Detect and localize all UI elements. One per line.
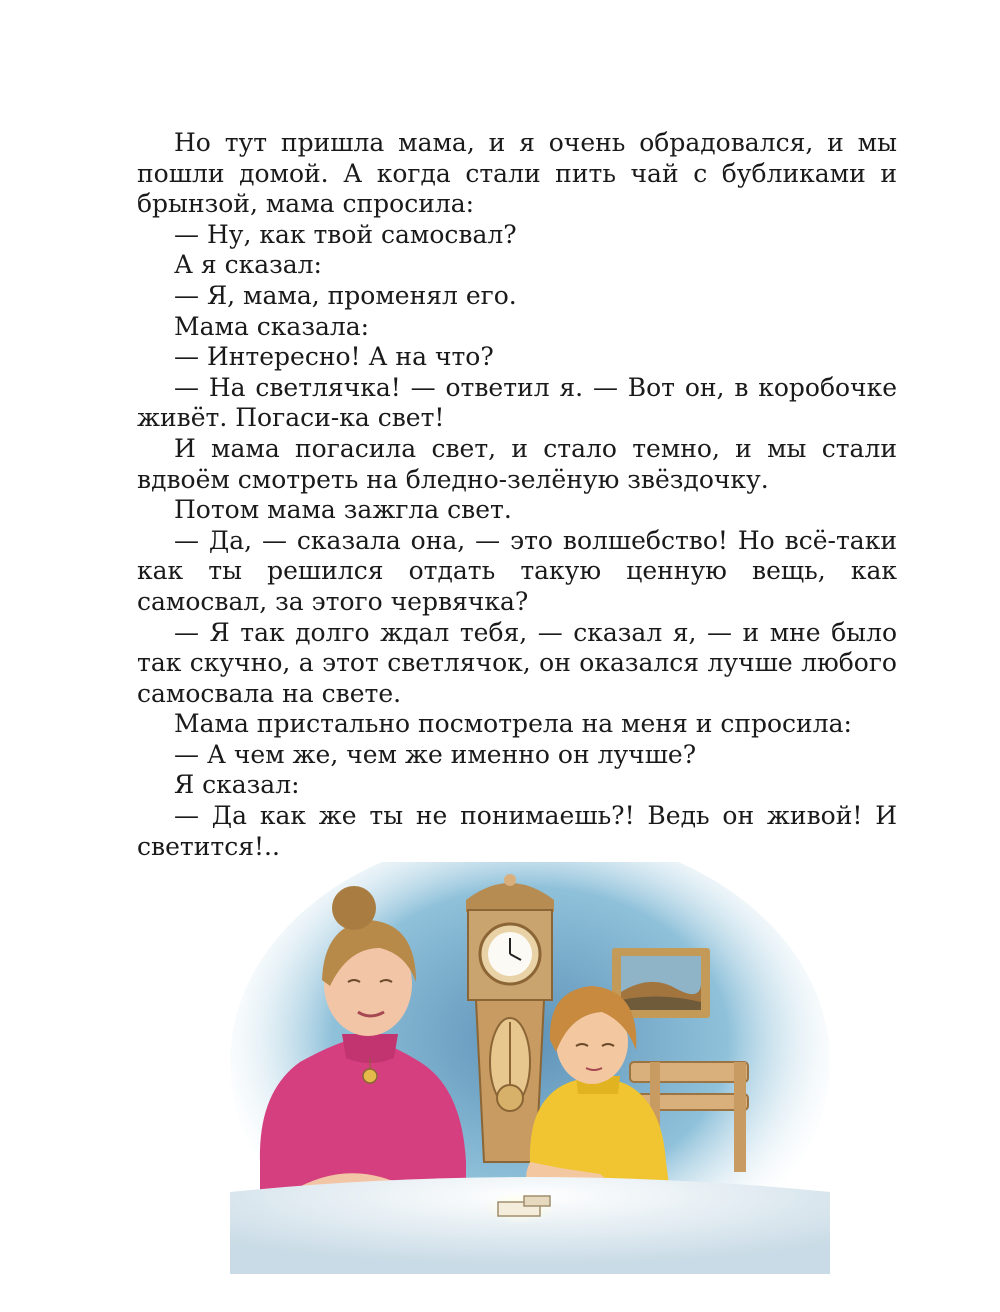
paragraph: — Ну, как твой самосвал? (174, 219, 517, 249)
illustration (230, 862, 830, 1274)
table (230, 1177, 830, 1274)
paragraph: — Я так долго ждал тебя, — сказал я, — и мне было так скучно, а этот светлячок, он оказался лучше любого самосвала на свете. (137, 617, 897, 708)
paragraph: — Интересно! А на что? (174, 342, 494, 372)
paragraph: Мама пристально посмотрела на меня и спросила: (174, 709, 852, 739)
paragraph: Мама сказала: (174, 311, 370, 341)
paragraph: Я сказал: (174, 770, 300, 800)
paragraph: Потом мама зажгла свет. (174, 495, 512, 525)
paragraph: — Да, — сказала она, — это волшебство! Но всё-таки как ты решился отдать такую ценную вещь, как самосвал, за этого червячка? (137, 525, 897, 616)
paragraph: Но тут пришла мама, и я очень обрадовался, и мы пошли домой. А когда стали пить чай с бубликами и брынзой, мама спросила: (137, 128, 897, 219)
story-text (137, 128, 897, 862)
paragraph: И мама погасила свет, и стало темно, и мы стали вдвоём смотреть на бледно-зелёную звёздочку. (137, 433, 897, 494)
paragraph: — Да как же ты не понимаешь?! Ведь он живой! И светится!.. (137, 801, 897, 861)
paragraph: — Я, мама, променял его. (174, 280, 517, 310)
firefly-box (484, 1192, 556, 1224)
paragraph: — На светлячка! — ответил я. — Вот он, в коробочке живёт. Погаси-ка свет! (137, 372, 897, 433)
paragraph: — А чем же, чем же именно он лучше? (174, 739, 697, 769)
paragraph: А я сказал: (174, 250, 322, 280)
